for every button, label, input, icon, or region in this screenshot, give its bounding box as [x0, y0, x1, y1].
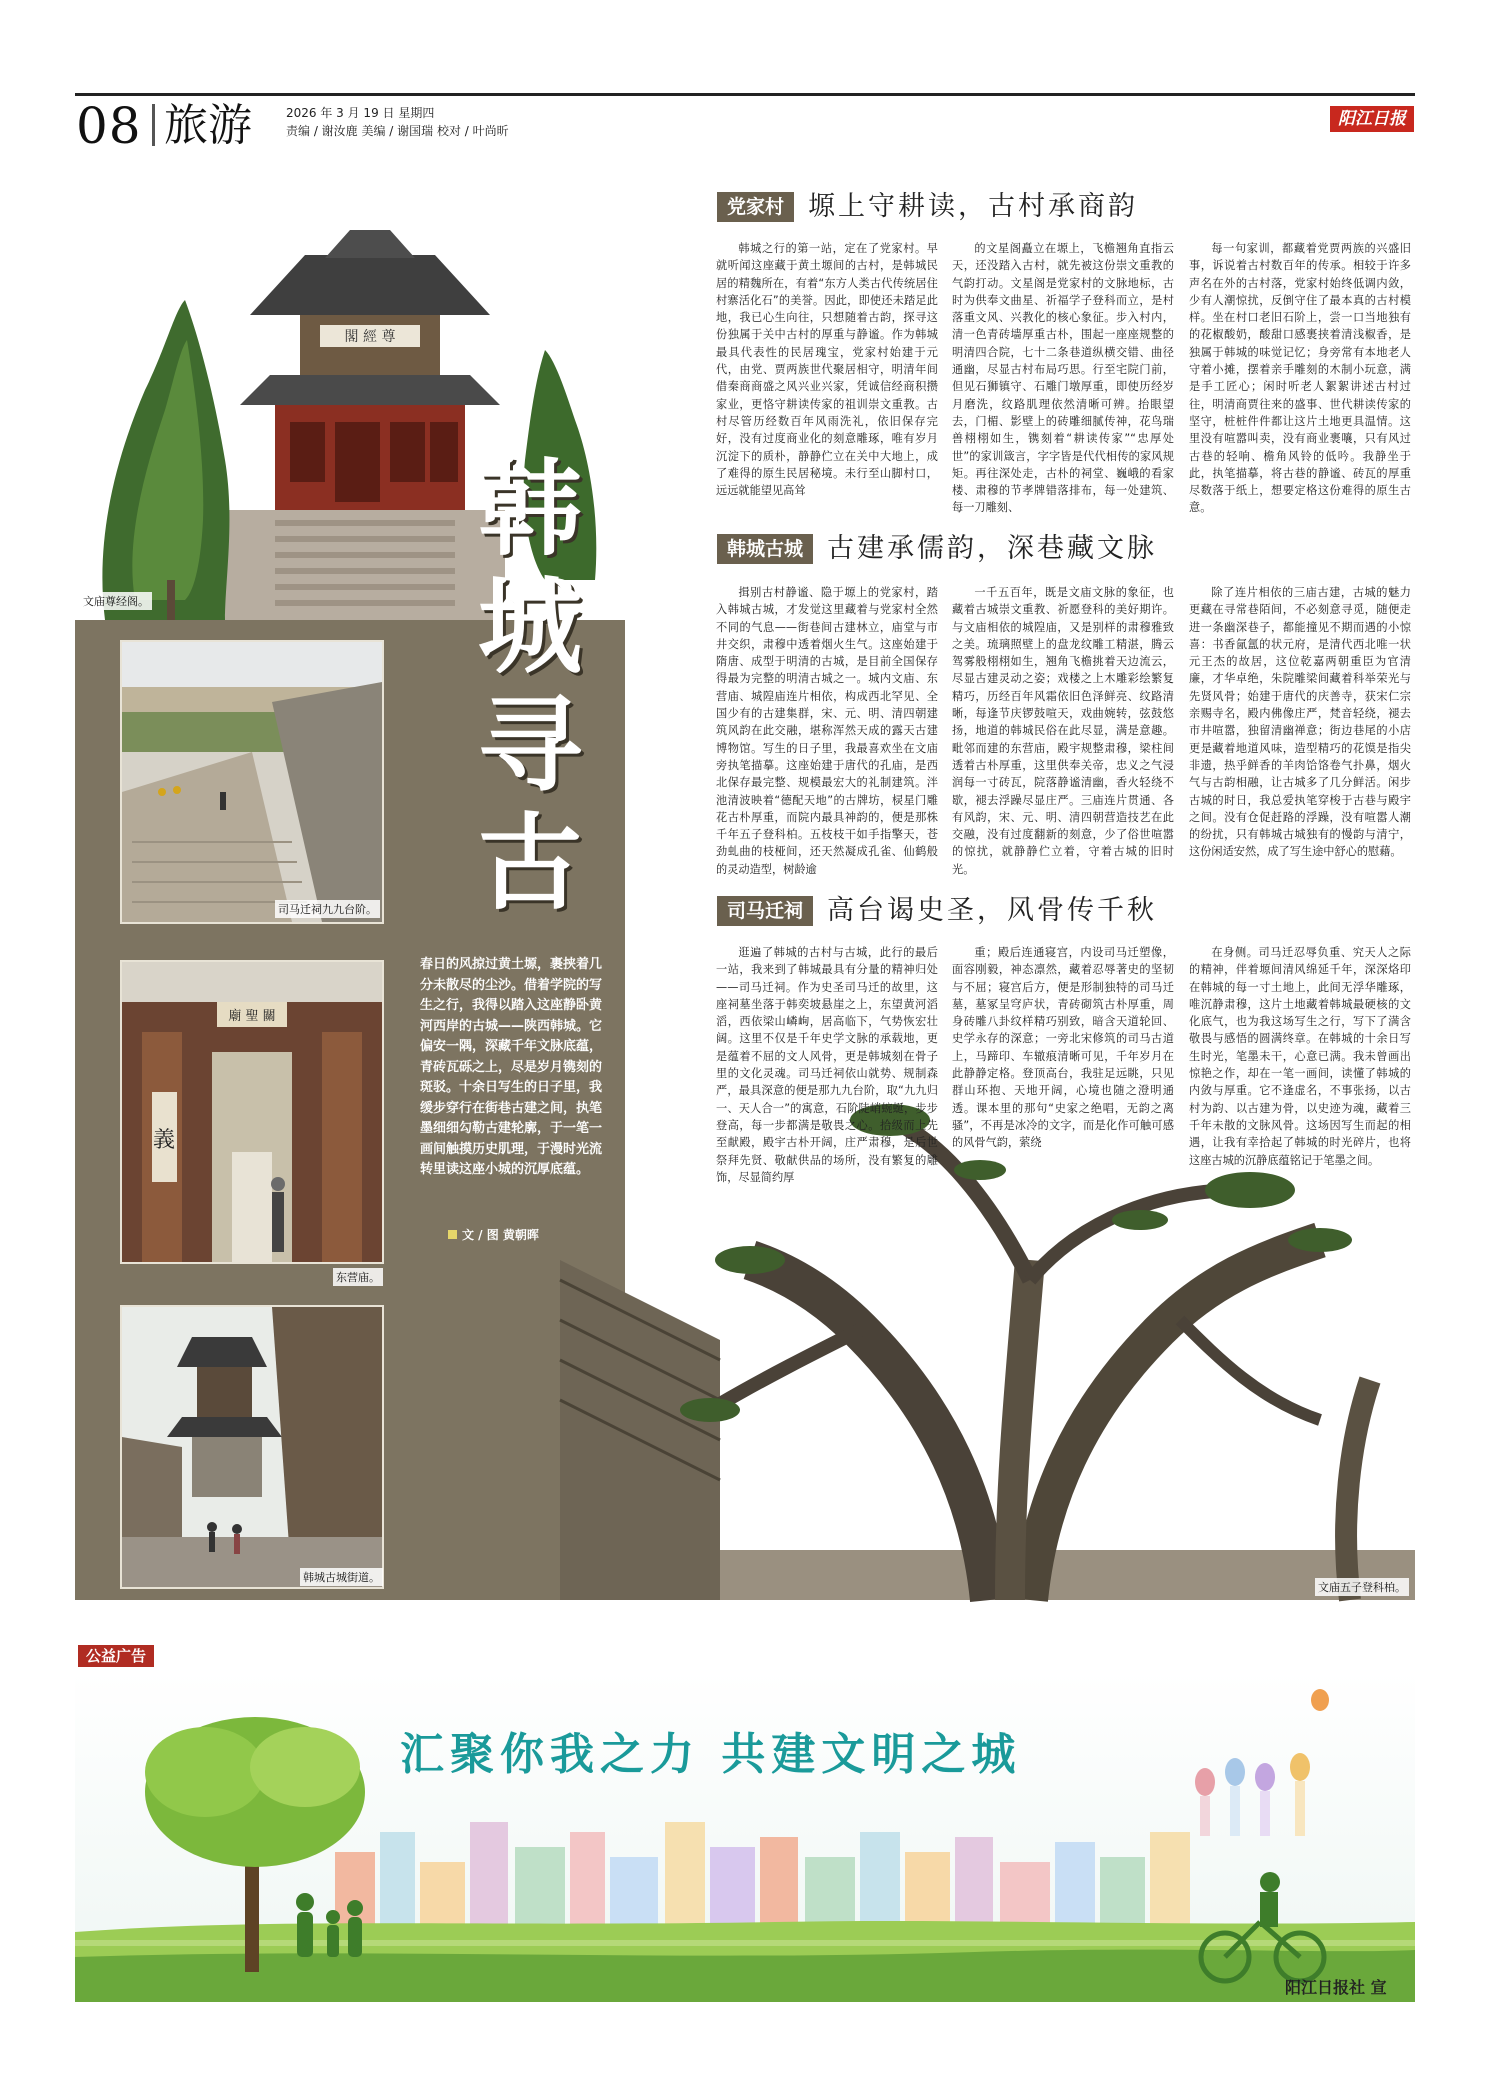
section-head-1 — [717, 192, 1138, 222]
section1-column-1: 韩城之行的第一站，定在了党家村。早就听闻这座藏于黄土塬间的古村，是韩城民居的精魏所在，有着“东方人类古代传统居住村寨活化石”的美誉。因此，即使还未踏足此地，我已心生向往，只想随着古韵，探寻这份独属于关中古村的厚重与静谧。作为韩城最具代表性的民居瑰宝，党家村始建于元代，由党、贾两族世代聚居相守，明清年间借秦商商盛之风兴业兴家，凭诚信经商积攒家业，更恪守耕读传家的祖训崇文重教。古村尽管历经数百年风雨洗礼，依旧保存完好，没有过度商业化的刻意雕琢，唯有岁月沉淀下的质朴，静静伫立在关中大地上，成了难得的原生民居秘境。未行至山脚村口，远远就能望见高耸 — [716, 242, 938, 498]
photo-sima-steps — [120, 640, 384, 924]
paper-logo: 阳江日报 — [1330, 106, 1414, 132]
caption-photo3: 东营庙。 — [333, 1268, 383, 1286]
section-head-3 — [717, 896, 1157, 926]
section3-column-3: 在身侧。司马迁忍辱负重、究天人之际的精神，伴着塬间清风绵延千年，深深烙印在韩城的每一寸土地上，此间无浮华雕琢，唯沉静肃穆，这片土地藏着韩城最硬核的文化底气，也为我这场写生之行，写下了满含敬畏与感悟的圆满终章。在韩城的十余日写生时光，笔墨未干，心意已满。我未曾画出惊艳之作，却在一笔一画间，读懂了韩城的内敛与厚重。它不逢虚名，不事张扬，以古村为韵、以古建为骨，以史迹为魂，藏着三千年未散的文脉风骨。这场因写生而起的相遇，让我有幸拾起了韩城的时光碎片，也将这座古城的沉静底蕴铭记于笔墨之间。 — [1189, 946, 1411, 1167]
caption-photo4: 韩城古城街道。 — [300, 1568, 383, 1586]
caption-photo2: 司马迁祠九九台阶。 — [275, 900, 380, 918]
section-headline-3: 高台谒史圣，风骨传千秋 — [827, 895, 1158, 926]
ad-slogan: 汇聚你我之力 共建文明之城 — [400, 1729, 1022, 1780]
section-head-2 — [717, 534, 1157, 564]
section-tag-1: 党家村 — [717, 192, 794, 222]
feature-intro: 春日的风掠过黄土塬，裹挟着几分未散尽的尘沙。借着学院的写生之行，我得以踏入这座静卧黄河西岸的古城——陕西韩城。它偏安一隅，深藏千年文脉底蕴，青砖瓦砾之上，尽是岁月镌刻的斑驳。十余日写生的日子里，我缓步穿行在街巷古建之间，执笔墨细细勾勒古建轮廓，于一笔一画间触摸历史肌理，于漫时光流转里读这座小城的沉厚底蕴。 — [420, 957, 603, 1177]
section1-column-3: 每一句家训，都藏着党贾两族的兴盛旧事，诉说着古村数百年的传承。相较于许多声名在外的古村落，党家村始终低调内敛，少有人潮惊扰，反倒守住了最本真的古村模样。坐在村口老旧石阶上，尝一口当地独有的花椒酸奶，酸甜口感裹挟着清浅椒香，是独属于韩城的味觉记忆；身旁常有本地老人守着小摊，摆着亲手雕刻的木制小玩意，满是手工匠心；闲时听老人絮絮讲述古村过往，明清商贾往来的盛事、世代耕读传家的坚守，桩桩件件都让这片土地更具温情。这里没有喧嚣叫卖，没有商业裹嚷，只有风过古巷的轻响、檐角风铃的低吟。我静坐于此，执笔描摹，将古巷的静谧、砖瓦的厚重尽数落于纸上，想要定格这份难得的原生古意。 — [1189, 242, 1411, 515]
section2-column-1: 揖别古村静谧、隐于塬上的党家村，踏入韩城古城，才发觉这里藏着与党家村全然不同的气息——街巷间古建林立，庙堂与市井交织，肃穆中透着烟火生气。这座始建于隋唐、成型于明清的古城，是目前全国保存得最为完整的明清古城之一。城内文庙、东营庙、城隍庙连片相依，构成西北罕见、全国少有的古建集群，宋、元、明、清四朝建筑风韵在此交融，堪称浑然天成的露天古建博物馆。写生的日子里，我最喜欢坐在文庙旁执笔描摹。这座始建于唐代的孔庙，是西北保存最完整、规模最宏大的礼制建筑。泮池清波映着“德配天地”的古牌坊，棂星门雕花古朴厚重，而院内最具神韵的，便是那株千年五子登科柏。五枝枝干如手指擎天，苍劲虬曲的枝桠间，还天然凝成孔雀、仙鹤般的灵动造型，树龄逾 — [716, 586, 938, 876]
caption-tree-photo: 文庙五子登科柏。 — [1315, 1578, 1409, 1596]
svg-text:義: 義 — [152, 1128, 176, 1153]
caption-main-photo: 文庙尊经阁。 — [80, 592, 152, 610]
section-tag-2: 韩城古城 — [717, 534, 813, 564]
section-tag-3: 司马迁祠 — [717, 896, 813, 926]
date-line: 2026 年 3 月 19 日 星期四 — [286, 106, 435, 120]
photo-street — [120, 1305, 384, 1589]
header-rule — [75, 93, 1415, 96]
section1-column-2: 的文星阁矗立在塬上，飞檐翘角直指云天，还没踏入古村，就先被这份崇文重教的气韵打动。文星阁是党家村的文脉地标，古时为供奉文曲星、祈福学子登科而立，是村落重文风、兴教化的核心象征。步入村内，清一色青砖墙厚重古朴，围起一座座规整的明清四合院，七十二条巷道纵横交错、曲径通幽，尽显古村布局巧思。行至宅院门前，但见石狮镇守、石雕门墩厚重，即使历经岁月磨洗，纹路肌理依然清晰可辨。抬眼望去，门楣、影壁上的砖雕细腻传神，花鸟瑞兽栩栩如生，镌刻着“耕读传家”“忠厚处世”的家训箴言，字字皆是代代相传的家风规矩。再往深处走，古朴的祠堂、巍峨的看家楼、肃穆的节孝牌错落排布，每一处建筑、每一刀雕刻、 — [952, 242, 1174, 515]
section2-column-2: 一千五百年，既是文庙文脉的象征，也藏着古城崇文重教、祈愿登科的美好期许。与文庙相依的城隍庙，又是别样的肃穆雅致之美。琉璃照壁上的盘龙纹雕工精湛，腾云驾雾般栩栩如生，翘角飞檐挑着天边流云，尽显古建灵动之姿；戏楼之上木雕彩绘繁复精巧，历经百年风霜依旧色泽鲜亮、纹路清晰，每逢节庆锣鼓喧天，戏曲婉转，弦鼓悠扬，地道的韩城民俗在此尽显，满是意趣。毗邻而建的东营庙，殿宇规整肃穆，梁柱间透着古朴厚重，这里供奉关帝，忠义之气浸润每一寸砖瓦，院落静谧清幽，香火轻绕不歇，褪去浮躁尽显庄严。三庙连片贯通、各有风韵，宋、元、明、清四朝营造技艺在此交融，没有过度翻新的刻意，少了俗世喧嚣的惊扰，就静静伫立着，守着古城的旧时光。 — [952, 586, 1174, 876]
byline: 文 / 图 黄朝晖 — [448, 1226, 539, 1243]
photo-dongying — [120, 960, 384, 1264]
section3-column-1: 逛遍了韩城的古村与古城，此行的最后一站，我来到了韩城最具有分量的精神归处——司马迁祠。作为史圣司马迁的故里，这座祠墓坐落于韩奕坡悬崖之上，东望黄河滔滔，西依梁山嶙峋，居高临下，气势恢宏壮阔。这里不仅是千年史学文脉的承载地，更是蕴着不屈的文人风骨，更是韩城刻在骨子里的文化灵魂。司马迁祠依山就势、规制森严，最具深意的便是那九九台阶，取“九九归一、天人合一”的寓意，石阶陡峭蜿蜒，步步登高，每一步都满是敬畏之心。拾级而上先至献殿，殿宇古朴开阔，庄严肃穆，是后世祭拜先贤、敬献供品的场所，没有繁复的雕饰，尽显简约厚 — [716, 946, 938, 1184]
temple-gate-image — [122, 962, 382, 1262]
section-headline-2: 古建承儒韵，深巷藏文脉 — [827, 533, 1158, 564]
svg-text:閣 經 尊: 閣 經 尊 — [344, 329, 396, 345]
section2-column-3: 除了连片相依的三庙古建，古城的魅力更藏在寻常巷陌间，不必刻意寻觅，随便走进一条幽深巷子，都能撞见不期而遇的小惊喜：书香氤氲的状元府，是清代西北唯一状元王杰的故居，这位乾嘉两朝重臣为官清廉，才华卓绝，朱院雕梁间藏着科举荣光与先贤风骨；始建于唐代的庆善寺，获宋仁宗亲赐寺名，殿内佛像庄严，梵音轻绕，褪去市井喧嚣，独留清幽禅意；街边巷尾的小店更是藏着地道风味，造型精巧的花馍是指尖非遗，热乎鲜香的羊肉饸饹卷气扑鼻，烟火气与古韵相融，让古城多了几分鲜活。闲步古城的时日，我总爱执笔穿梭于古巷与殿宇之间。没有仓促赶路的浮躁，没有喧嚣人潮的纷扰，只有韩城古城独有的慢韵与清宁，这份闲适安然，成了写生途中舒心的慰藉。 — [1189, 586, 1411, 859]
feature-title — [470, 447, 590, 924]
ad-sponsor: 阳江日报社 宣 — [1285, 1978, 1387, 1997]
page-number: 08 — [76, 97, 142, 155]
section-title: 旅游 — [164, 100, 252, 151]
section-headline-1: 塬上守耕读，古村承商韵 — [808, 191, 1139, 222]
header-separator — [152, 104, 155, 146]
feature-title-text: 韩城寻古 — [477, 447, 582, 924]
staff-line: 责编 / 谢汝鹿 美编 / 谢国瑞 校对 / 叶尚昕 — [286, 124, 509, 138]
stairway-image — [122, 642, 382, 922]
ad-label: 公益广告 — [78, 1645, 154, 1667]
old-street-image — [122, 1307, 382, 1587]
section3-column-2: 重；殿后连通寝宫，内设司马迁塑像，面容刚毅，神态凛然，藏着忍辱著史的坚韧与不屈；寝宫后方，便是形制独特的司马迁墓，墓冢呈穹庐状，青砖砌筑古朴厚重，周身砖雕八卦纹样精巧别致，暗含天道轮回、史学永存的深意；一旁北宋修筑的司马古道上，马蹄印、车辙痕清晰可见，千年岁月在此静静定格。登顶高台，我驻足远眺，只见群山环抱、天地开阔，心境也随之澄明通透。课本里的那句“史家之绝唱，无韵之离骚”，不再是冰冷的文字，而是化作可触可感的风骨气韵，萦绕 — [952, 946, 1174, 1150]
svg-text:廟 聖 關: 廟 聖 關 — [228, 1009, 276, 1024]
